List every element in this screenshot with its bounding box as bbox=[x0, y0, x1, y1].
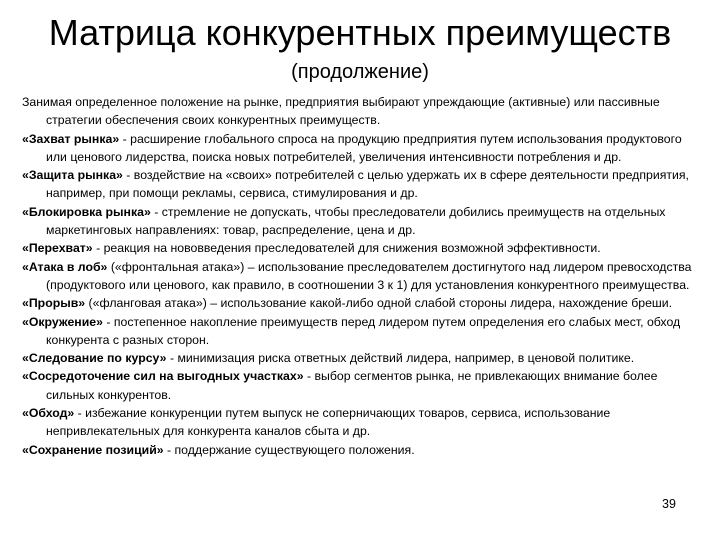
strategy-term: «Сохранение позиций» bbox=[22, 442, 164, 457]
strategy-description: - стремление не допускать, чтобы преследователи добились преимуществ на отдельных маркетинговых направлениях: товар, распределение, цена и др. bbox=[46, 204, 666, 238]
slide-subtitle: (продолжение) bbox=[291, 61, 429, 83]
strategy-term: «Блокировка рынка» bbox=[22, 204, 151, 219]
strategy-description: - постепенное накопление преимуществ перед лидером путем определения его слабых мест, обход конкурента с разных сторон. bbox=[46, 314, 681, 347]
strategy-term: «Защита рынка» bbox=[22, 168, 123, 183]
slide-body bbox=[22, 93, 702, 459]
strategy-item bbox=[22, 367, 702, 404]
strategy-description: - минимизация риска ответных действий лидера, например, в ценовой политике. bbox=[166, 351, 635, 366]
strategy-item bbox=[22, 349, 702, 367]
strategy-description: - расширение глобального спроса на продукцию предприятия путем использования продуктового или ценового лидерства, поиска новых потребителей, увеличения интенсивности потребления и др. bbox=[46, 131, 682, 164]
strategy-item bbox=[22, 203, 702, 240]
strategy-term: «Следование по курсу» bbox=[22, 351, 167, 366]
strategy-item bbox=[22, 239, 702, 257]
strategy-item bbox=[22, 441, 702, 459]
strategy-item bbox=[22, 404, 702, 441]
strategy-description: - поддержание существующего положения. bbox=[163, 442, 415, 457]
strategy-description: - избежание конкуренции путем выпуск не соперничающих товаров, сервиса, использование непривлекательных для конкурента каналов сбыта и др. bbox=[46, 406, 611, 439]
strategy-term: «Перехват» bbox=[22, 241, 93, 256]
strategy-term: «Атака в лоб» bbox=[22, 259, 108, 274]
strategy-item bbox=[22, 294, 702, 312]
strategy-description: («фронтальная атака») – использование преследователем достигнутого над лидером превосходства (продуктового или ценового, как правило, в соотношении 3 к 1) для установления конкурентного преимущества. bbox=[46, 259, 692, 292]
strategy-description: («фланговая атака») – использование какой-либо одной слабой стороны лидера, нахождение бреши. bbox=[85, 296, 673, 311]
strategy-term: «Окружение» bbox=[22, 314, 103, 329]
strategy-item bbox=[22, 166, 702, 203]
strategy-item bbox=[22, 258, 702, 295]
strategy-description: - воздействие на «своих» потребителей с целью удержать их в сфере деятельности предприятия, например, при помощи рекламы, сервиса, стимулирования и др. bbox=[46, 168, 689, 201]
strategy-term: «Захват рынка» bbox=[22, 131, 120, 146]
intro-paragraph: Занимая определенное положение на рынке, предприятия выбирают упреждающие (активные) или пассивные стратегии обеспечения своих конкурентных преимуществ. bbox=[22, 95, 660, 128]
slide-title: Матрица конкурентных преимуществ bbox=[48, 12, 672, 53]
strategy-term: «Сосредоточение сил на выгодных участках» bbox=[22, 369, 304, 384]
strategy-item bbox=[22, 130, 702, 167]
strategy-term: «Прорыв» bbox=[22, 296, 86, 311]
strategy-description: - реакция на нововведения преследователей для снижения возможной эффективности. bbox=[92, 241, 601, 256]
strategy-description: - выбор сегментов рынка, не привлекающих внимание более сильных конкурентов. bbox=[46, 369, 658, 402]
strategy-item bbox=[22, 313, 702, 350]
strategy-term: «Обход» bbox=[22, 406, 75, 421]
page-number: 39 bbox=[662, 497, 676, 511]
